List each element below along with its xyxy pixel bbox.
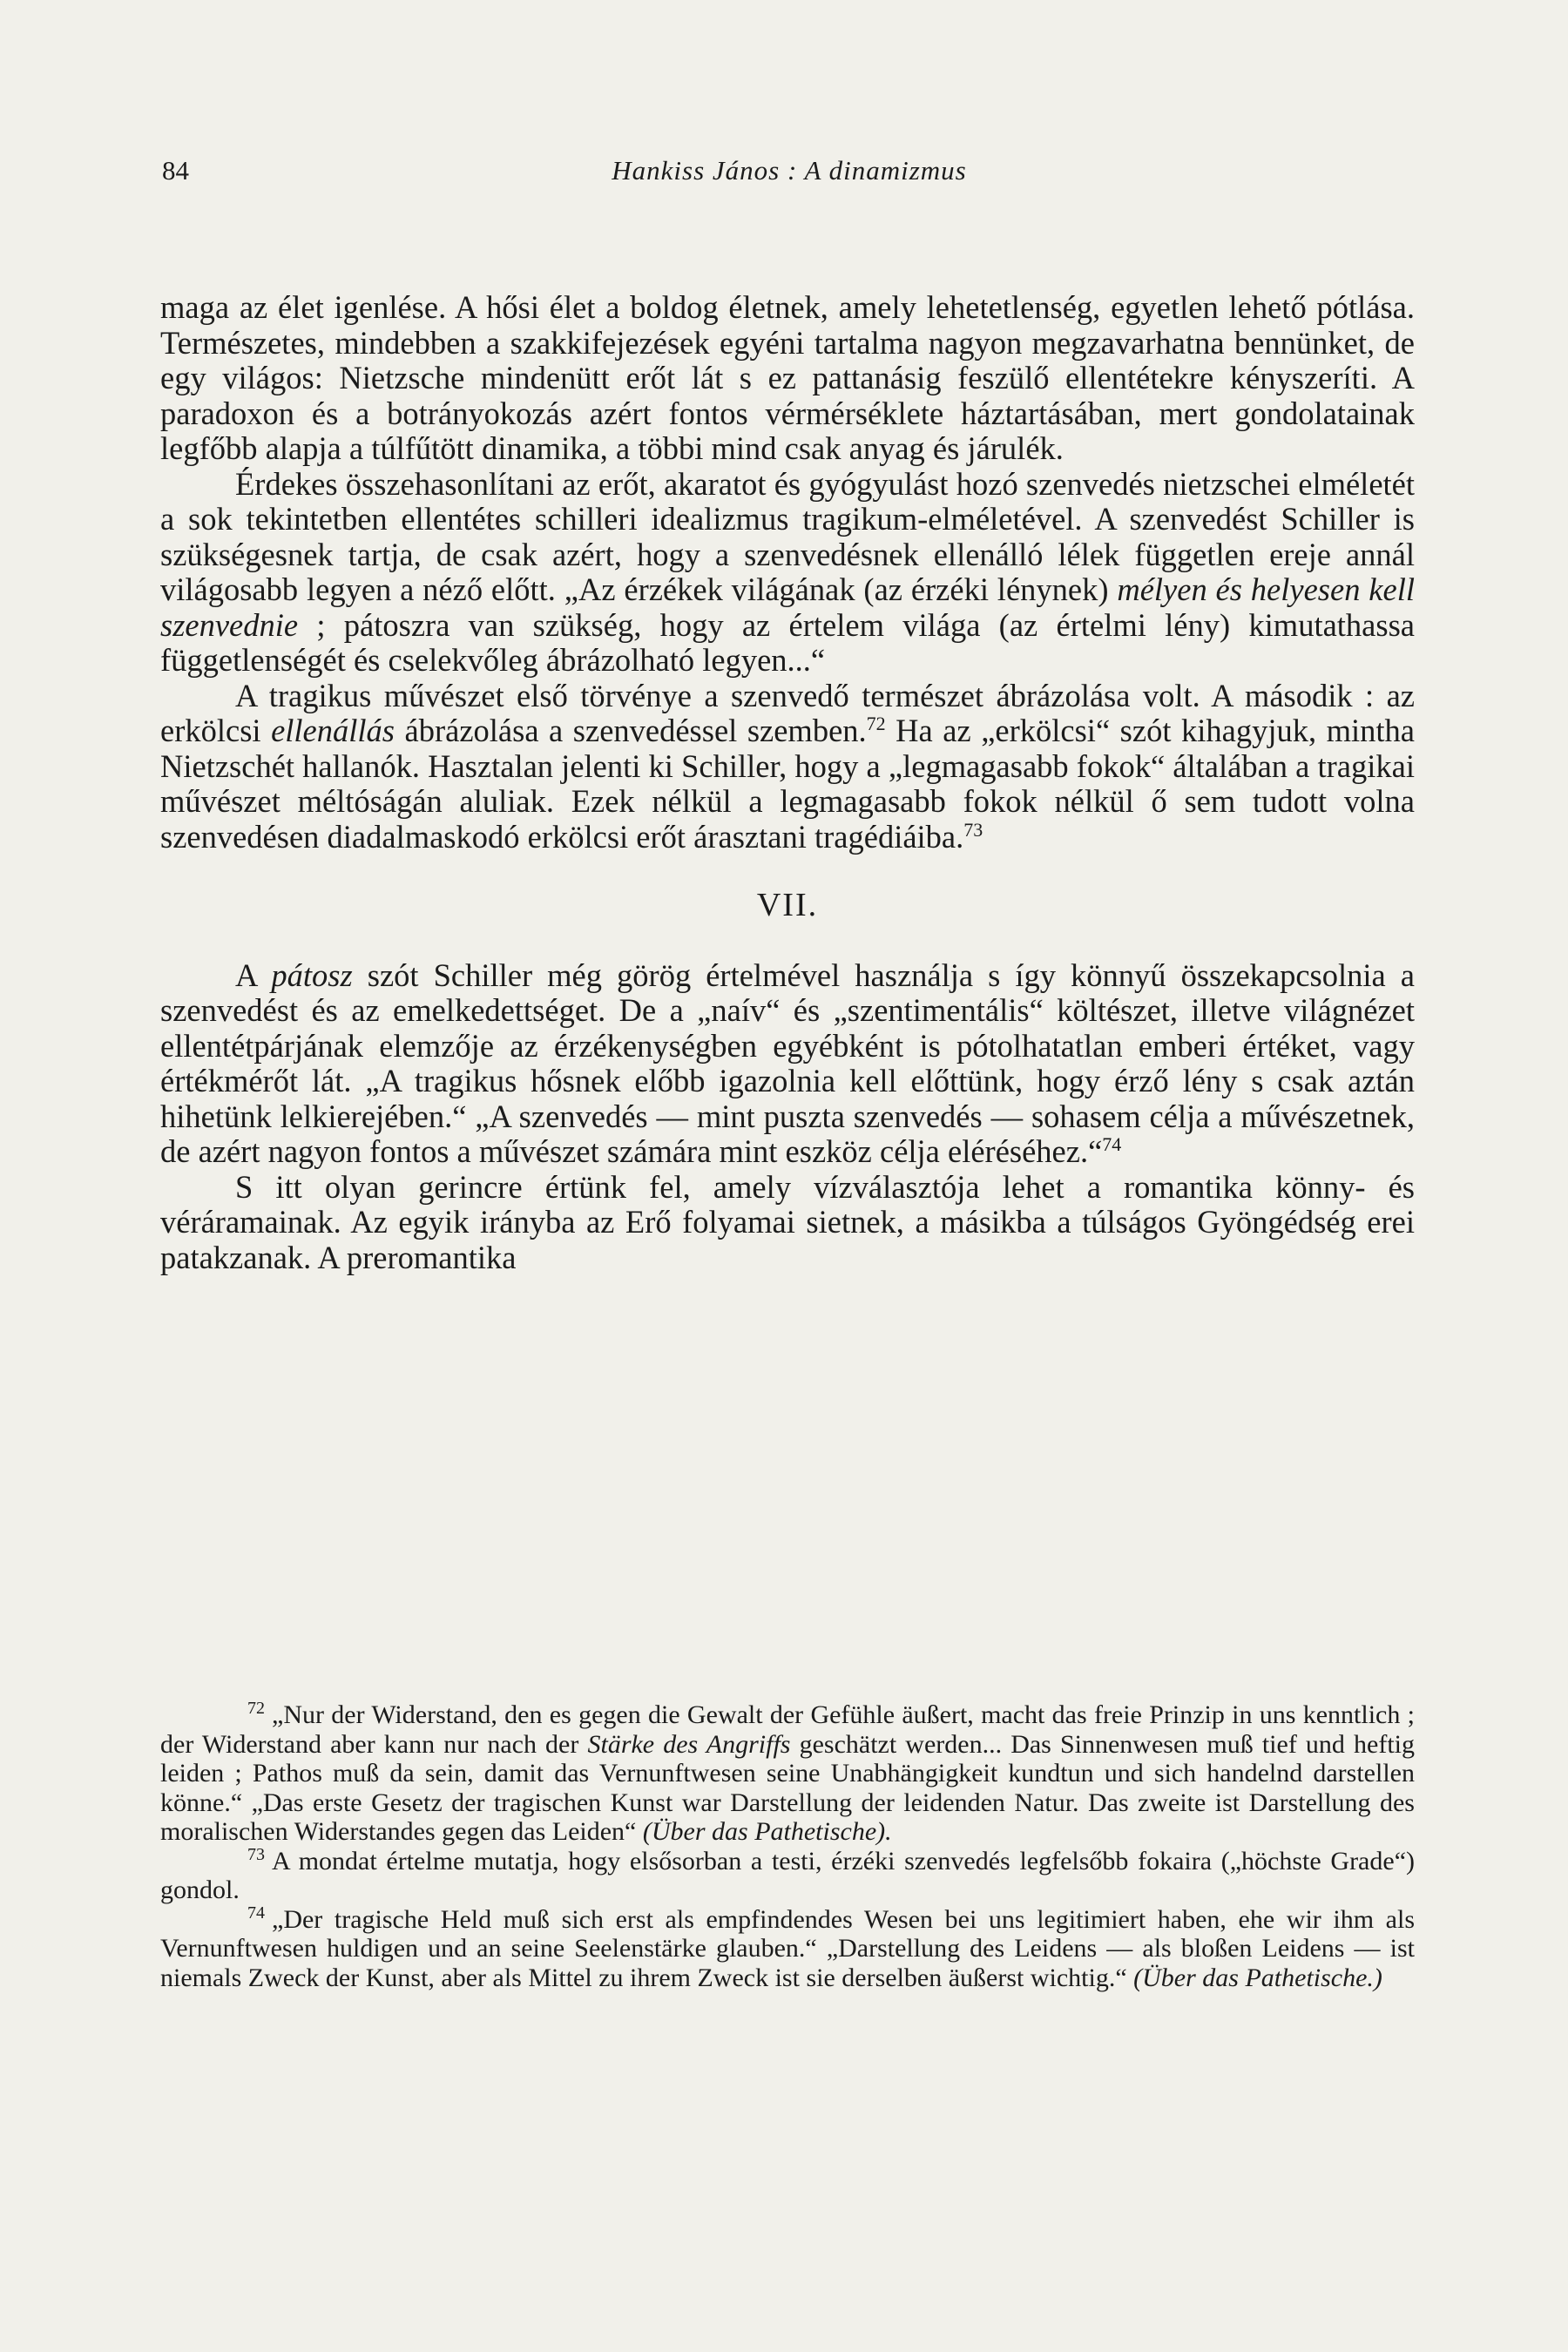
paragraph-3: A tragikus művészet első törvénye a szenvedő természet ábrázolása volt. A második : az erkölcsi ellenállás ábrázolása a szenvedéssel szemben.$^{72}$ Ha az „erkölcsi“ szót kihagyjuk, mintha Nietzschét hallanók. Hasztalan jelenti ki Schiller, hogy a „legmagasabb fokok“ általában a tragikai művészet méltóságán aluliak. Ezek nélkül a legmagasabb fokok nélkül ő sem tudott volna szenvedésen diadalmaskodó erkölcsi erőt árasztani tragédiáiba.$^{73}$ bbox=[160, 677, 1416, 855]
section-heading: VII. bbox=[756, 887, 819, 923]
paragraph-2: Érdekes összehasonlítani az erőt, akaratot és gyógyulást hozó szenvedés nietzschei elméletét a sok tekintetben ellentétes schilleri idealizmus tragikum-elméletével. A szenvedést Schiller is szükségesnek tartja, de csak azért, hogy a szenvedésnek ellenálló lélek független ereje annál világosabb legyen a néző előtt. „Az érzékek világának (az érzéki lénynek) mélyen és helyesen kell szenvednie ; pátoszra van szükség, hogy az értelem világa (az értelmi lény) kimutathassa függetlenségét és cselekvőleg ábrázolható legyen...“ bbox=[160, 465, 1415, 678]
page-header bbox=[162, 155, 1416, 190]
footnote-mark: 73 bbox=[247, 1844, 265, 1864]
italic-emphasis: ellenállás bbox=[271, 713, 395, 748]
paragraph-5: S itt olyan gerincre értünk fel, amely vízválasztója lehet a romantika könny- és véráramainak. Az egyik irányba az Erő folyamai sietnek, a másikba a túlságos Gyöngédség erei patakzanak. A preromantika bbox=[160, 1168, 1415, 1275]
page-number: 84 bbox=[162, 155, 189, 186]
italic-emphasis: pátosz bbox=[271, 956, 353, 993]
running-head: Hankiss János : A dinamizmus bbox=[612, 155, 967, 186]
main-text bbox=[160, 290, 1415, 1275]
footnote-ref: 73 bbox=[963, 818, 983, 841]
footnote-74: $^{74}$ „Der tragische Held muß sich erst als empfindendes Wesen bei uns legitimiert haben, ehe wir ihm als Vernunftwesen huldigen und an seine Seelenstärke glauben.“ „Darstellung des Leidens — als bloßen Leidens — ist niemals Zweck der Kunst, aber als Mittel zu ihrem Zweck ist sie derselben äußerst wichtig.“ (Über das Pathetische.) bbox=[160, 1903, 1415, 1992]
paragraph-1: maga az élet igenlése. A hősi élet a boldog életnek, amely lehetetlenség, egyetlen lehető pótlása. Természetes, mindebben a szakkifejezések egyéni tartalma nagyon megzavarhatna bennünket, de egy világos: Nietzsche mindenütt erőt lát s ez pattanásig feszülő ellentétekre kényszeríti. A paradoxon és a botrányokozás azért fontos vérmérséklete háztartásában, mert gondolatainak legfőbb alapja a túlfűtött dinamika, a többi mind csak anyag és járulék. bbox=[160, 289, 1415, 466]
footnote-mark: 72 bbox=[247, 1699, 265, 1718]
footnotes bbox=[160, 1700, 1415, 1992]
footnote-73: $^{73}$ A mondat értelme mutatja, hogy elsősorban a testi, érzéki szenvedés legfelsőbb fokaira („höchste Grade“) gondol. bbox=[160, 1844, 1415, 1904]
footnote-ref: 72 bbox=[866, 712, 886, 734]
footnote-ref: 74 bbox=[1102, 1132, 1122, 1155]
paragraph-4: A pátosz szót Schiller még görög értelmével használja s így könnyű összekapcsolnia a szenvedést és az emelkedettséget. De a „naív“ és „szentimentális“ költészet, illetve világnézet ellentétpárjának elemzője az érzékenységben egyébként is pótolhatatlan emberi értéket, vagy értékmérőt lát. „A tragikus hősnek előbb igazolnia kell előttünk, hogy érző lény s csak aztán hihetünk lelkierejében.“ „A szenvedés — mint puszta szenvedés — sohasem célja a művészetnek, de azért nagyon fontos a művészet számára mint eszköz célja eléréséhez.“$^{74}$ bbox=[160, 956, 1415, 1169]
footnote-72: $^{72}$ „Nur der Widerstand, den es gegen die Gewalt der Gefühle äußert, macht das freie Prinzip in uns kenntlich ; der Widerstand aber kann nur nach der Stärke des Angriffs geschätzt werden... Das Sinnenwesen muß tief und heftig leiden ; Pathos muß da sein, damit das Vernunftwesen seine Unabhängigkeit kundtun und sich handelnd darstellen könne.“ „Das erste Gesetz der tragischen Kunst war Darstellung der leidenden Natur. Das zweite ist Darstellung des moralischen Widerstandes gegen das Leiden“ (Über das Pathetische). bbox=[160, 1699, 1415, 1846]
italic-emphasis: mélyen és helyesen kell szenvednie bbox=[160, 571, 1415, 643]
footnote-mark: 74 bbox=[247, 1903, 265, 1923]
